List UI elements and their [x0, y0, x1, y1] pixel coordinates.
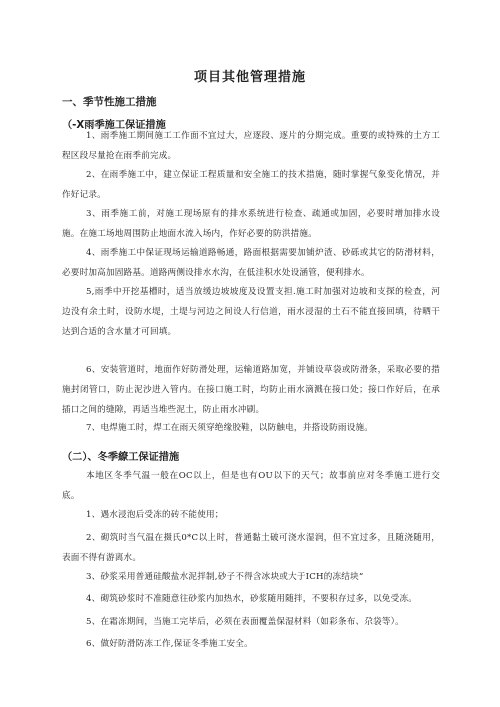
paragraph: 3、砂浆采用普通硅酸盐水泥拌制,砂子不得含冰块或大于ICH的冻结块“: [86, 572, 364, 582]
paragraph: 本地区冬季气温一般在OC以上，但是也有OU以下的天气；故事前应对冬季施工进行交底。: [62, 471, 440, 501]
subsection-heading-winter: （二）、冬季繚工保证措施: [62, 452, 180, 463]
paragraph: 4、砌筑砂浆时不准随意往砂浆内加热水，砂浆随用随拌，不要积存过多，以免受冻。: [86, 594, 418, 604]
paragraph: 5,雨季中开挖基槽时，适当放缓边坡坡度及设置支担.施工时加强对边坡和支探的检查，河边没有余土时，设防水堤，土堤与河边之间设人行信道，雨水浸湿的土石不能直接回填，待晒干达到合适的含水量才可回填。: [62, 287, 440, 337]
paragraph: 6、做好防滑防冻工作,保证冬季施工安全。: [86, 639, 253, 649]
paragraph: 1、遇水浸泡后受冻的砖不能使用；: [86, 510, 224, 520]
paragraph: 5、在霜冻期间，当施工完毕后，必须在表面覆盖保湿材料（如彩条布、尕袋等）。: [86, 617, 404, 627]
paragraph: 2、在雨季施工中，建立保证工程质量和安全施工的技术措施，随时掌握气象变化情况，并作好记录。: [62, 170, 440, 200]
paragraph: 3、雨季施工前，对施工现场原有的排水系统进行检查、疏通或加固，必要时增加排水设施。在施工场地周围防止地面水流入场内，作好必要的防洪措施。: [62, 209, 440, 239]
paragraph: 1、雨季施工期间施工工作面不宜过大，应逐段、逐片的分期完成。重要的或特殊的土方工程区段尽量抢在雨季前完成。: [62, 131, 440, 161]
subsection-heading-rainy: （-X雨季施工保证措施: [62, 120, 166, 131]
section-heading-seasonal: 一、季节性施工措施: [62, 96, 157, 108]
paragraph: 4、雨季施工中保证现场运输道路畅通，路面根据需要加铺炉渣、砂砾或其它的防滑材料，必要时加高加固路基。道路两侧设排水水沟，在低洼积水处设涵管，便利排水。: [62, 248, 440, 278]
paragraph: 6、安装管道时，地面作好防滑处理，运输道路加宽，并铺设草袋或防滑条，采取必要的措施封闭管口，防止泥沙进入管内。在接口施工时，均防止雨水滴溅在接口处；接口作好后，在承插口之间的缝隙，再适当堆些泥土，防止雨水冲刷。: [62, 365, 440, 415]
paragraph: 2、砌筑时当气温在摄氏0*C以上时，普通黏土破可浇水湿润，但不宜过多，且随浇随用，表面不得有游离水。: [62, 533, 440, 563]
paragraph: 7、电焊施工时，焊工在雨天须穿绝缘胶鞋，以防触电，并搭设防雨设施。: [86, 423, 374, 433]
page-title: 项目其他管理措施: [193, 70, 306, 85]
